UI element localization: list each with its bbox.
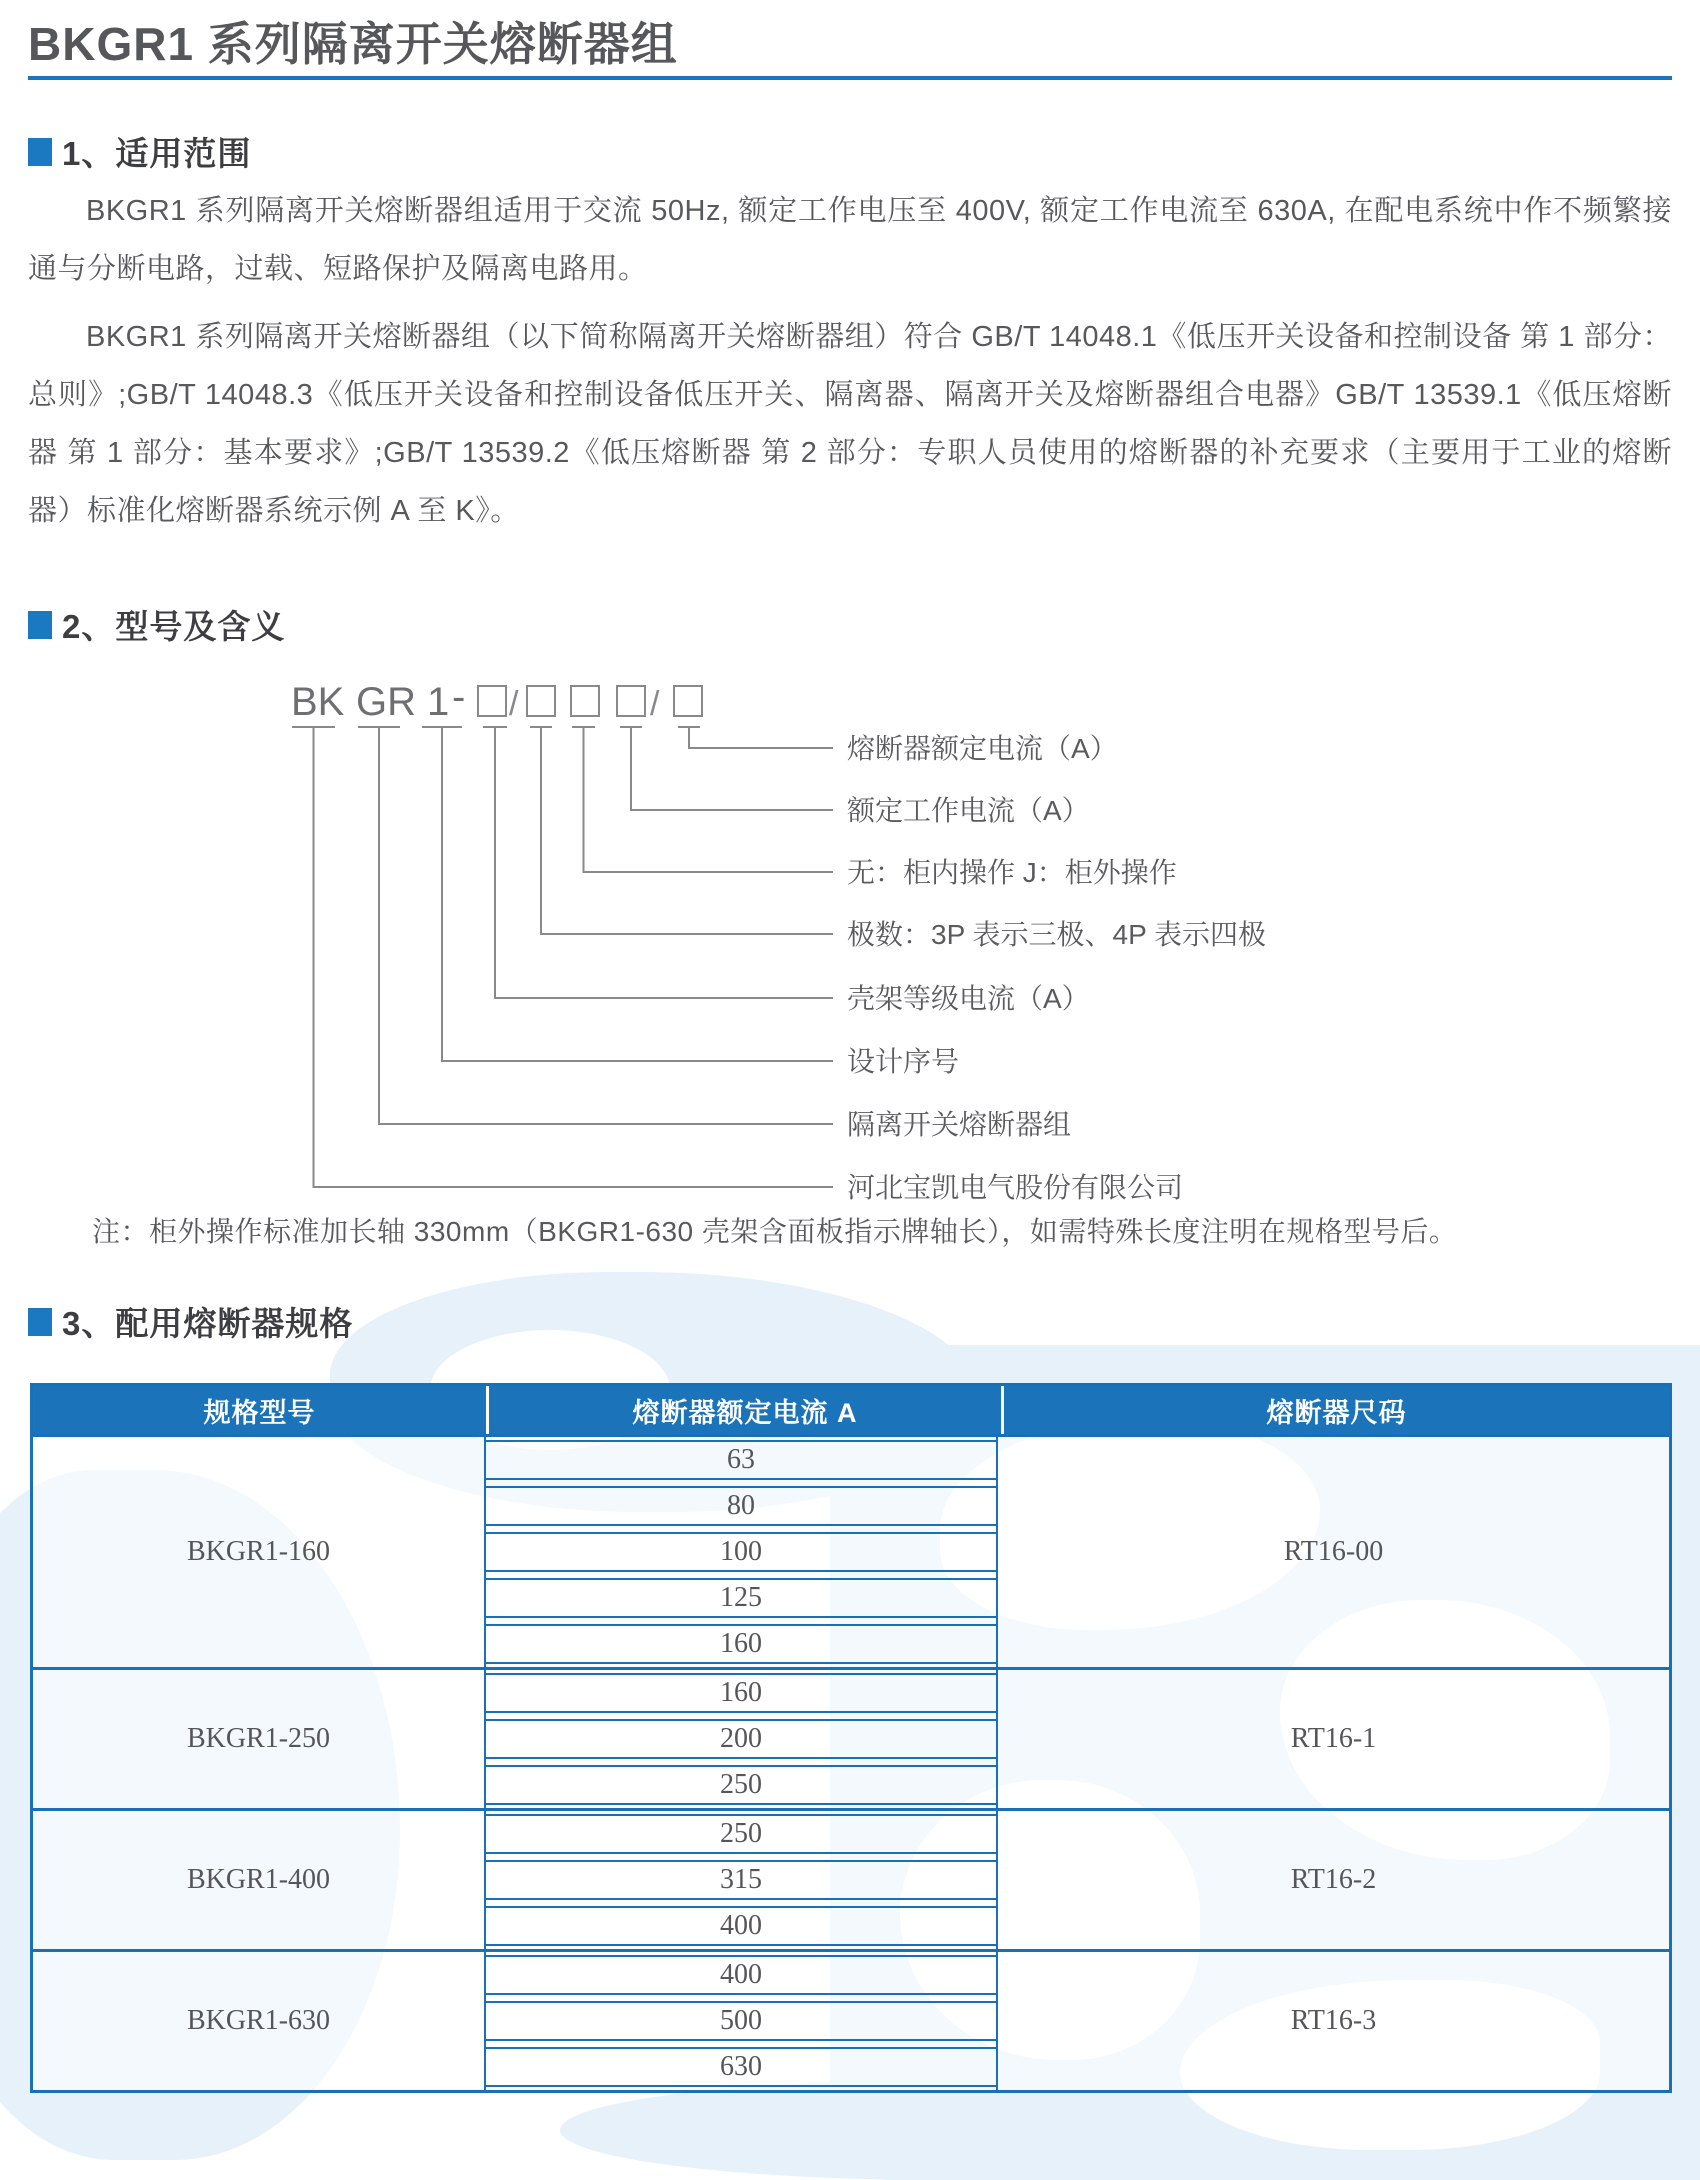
table-group-row bbox=[33, 1667, 1669, 1808]
current-cell: 500 bbox=[486, 2001, 996, 2041]
model-cell: BKGR1-400 bbox=[33, 1811, 486, 1949]
model-cell: BKGR1-630 bbox=[33, 1952, 486, 2090]
diagram-code-dash: - bbox=[452, 675, 466, 719]
fuse-size-cell: RT16-00 bbox=[1283, 1536, 1384, 1567]
current-cell: 400 bbox=[486, 1906, 996, 1946]
diagram-placeholder-box bbox=[478, 686, 506, 716]
diagram-label: 隔离开关熔断器组 bbox=[847, 1109, 1072, 1140]
diagram-label: 额定工作电流（A） bbox=[847, 795, 1090, 826]
section-3-heading bbox=[28, 1298, 353, 1345]
section-1-heading-text: 1、适用范围 bbox=[62, 135, 252, 172]
section-1-heading bbox=[28, 128, 251, 175]
diagram-label: 设计序号 bbox=[847, 1046, 960, 1077]
fuse-size-cell: RT16-2 bbox=[1290, 1864, 1377, 1895]
fuse-size-cell: RT16-3 bbox=[1290, 2005, 1377, 2036]
table-group-row bbox=[33, 1808, 1669, 1949]
current-cell: 160 bbox=[486, 1673, 996, 1713]
diagram-slash: / bbox=[509, 685, 519, 723]
scope-paragraph-2: BKGR1 系列隔离开关熔断器组（以下简称隔离开关熔断器组）符合 GB/T 14048.1《低压开关设备和控制设备 第 1 部分：总则》;GB/T 14048.3《低压开关设备和控制设备低压开关、隔离器、隔离开关及熔断器组合电器》GB/T 13539.1《低压熔断器 第 1 部分：基本要求》;GB/T 13539.2《低压熔断器 第 2 部分：专职人员使用的熔断器的补充要求（主要用于工业的熔断器）标准化熔断器系统示例 A 至 K》。 bbox=[28, 321, 1672, 527]
current-column bbox=[486, 1952, 998, 2090]
scope-paragraph-1: BKGR1 系列隔离开关熔断器组适用于交流 50Hz, 额定工作电压至 400V, 额定工作电流至 630A, 在配电系统中作不频繁接通与分断电路，过载、短路保护及隔离电路用。 bbox=[28, 195, 1672, 285]
current-cell: 63 bbox=[486, 1440, 996, 1480]
model-cell: BKGR1-160 bbox=[33, 1437, 486, 1667]
diagram-connector-lines bbox=[314, 727, 834, 1187]
current-cell: 160 bbox=[486, 1624, 996, 1664]
current-cell: 630 bbox=[486, 2047, 996, 2087]
diagram-label: 河北宝凯电气股份有限公司 bbox=[847, 1172, 1184, 1203]
current-cell: 100 bbox=[486, 1532, 996, 1572]
title-rule bbox=[28, 76, 1672, 80]
fuse-size-cell: RT16-1 bbox=[1290, 1723, 1377, 1754]
section-bullet-icon bbox=[28, 1308, 52, 1336]
page-title: BKGR1 系列隔离开关熔断器组 bbox=[28, 18, 678, 70]
diagram-label: 极数：3P 表示三极、4P 表示四极 bbox=[847, 919, 1267, 950]
current-cell: 125 bbox=[486, 1578, 996, 1618]
section-bullet-icon bbox=[28, 138, 52, 166]
model-cell: BKGR1-250 bbox=[33, 1670, 486, 1808]
diagram-slash: / bbox=[650, 685, 660, 723]
model-note: 注：柜外操作标准加长轴 330mm（BKGR1-630 壳架含面板指示牌轴长），如需特殊长度注明在规格型号后。 bbox=[92, 1216, 1458, 1247]
table-group-row bbox=[33, 1434, 1669, 1667]
section-2-heading bbox=[28, 601, 285, 648]
diagram-label: 熔断器额定电流（A） bbox=[847, 733, 1118, 764]
table-header-cell: 熔断器额定电流 A bbox=[489, 1386, 1001, 1434]
current-cell: 250 bbox=[486, 1765, 996, 1805]
table-header-row bbox=[33, 1386, 1669, 1434]
diagram-placeholder-box bbox=[527, 686, 555, 716]
section-2-heading-text: 2、型号及含义 bbox=[62, 608, 286, 645]
current-column bbox=[486, 1437, 998, 1667]
diagram-placeholder-box bbox=[674, 686, 702, 716]
current-cell: 80 bbox=[486, 1486, 996, 1526]
table-header-cell: 熔断器尺码 bbox=[1004, 1386, 1669, 1434]
diagram-label: 无：柜内操作 J：柜外操作 bbox=[847, 857, 1177, 888]
table-group-row bbox=[33, 1949, 1669, 2090]
diagram-code-bk: BK bbox=[291, 680, 345, 724]
current-column bbox=[486, 1670, 998, 1808]
diagram-placeholder-box bbox=[617, 686, 645, 716]
fuse-spec-table bbox=[30, 1383, 1672, 2093]
diagram-code-seq: 1 bbox=[427, 680, 450, 724]
current-column bbox=[486, 1811, 998, 1949]
current-cell: 200 bbox=[486, 1719, 996, 1759]
current-cell: 315 bbox=[486, 1860, 996, 1900]
table-header-cell: 规格型号 bbox=[33, 1386, 486, 1434]
section-3-heading-text: 3、配用熔断器规格 bbox=[62, 1305, 354, 1342]
diagram-placeholder-box bbox=[571, 686, 599, 716]
diagram-label: 壳架等级电流（A） bbox=[847, 983, 1090, 1014]
current-cell: 400 bbox=[486, 1955, 996, 1995]
current-cell: 250 bbox=[486, 1814, 996, 1854]
diagram-code-gr: GR bbox=[356, 680, 416, 724]
section-bullet-icon bbox=[28, 611, 52, 639]
model-meaning-diagram bbox=[0, 660, 1700, 1225]
